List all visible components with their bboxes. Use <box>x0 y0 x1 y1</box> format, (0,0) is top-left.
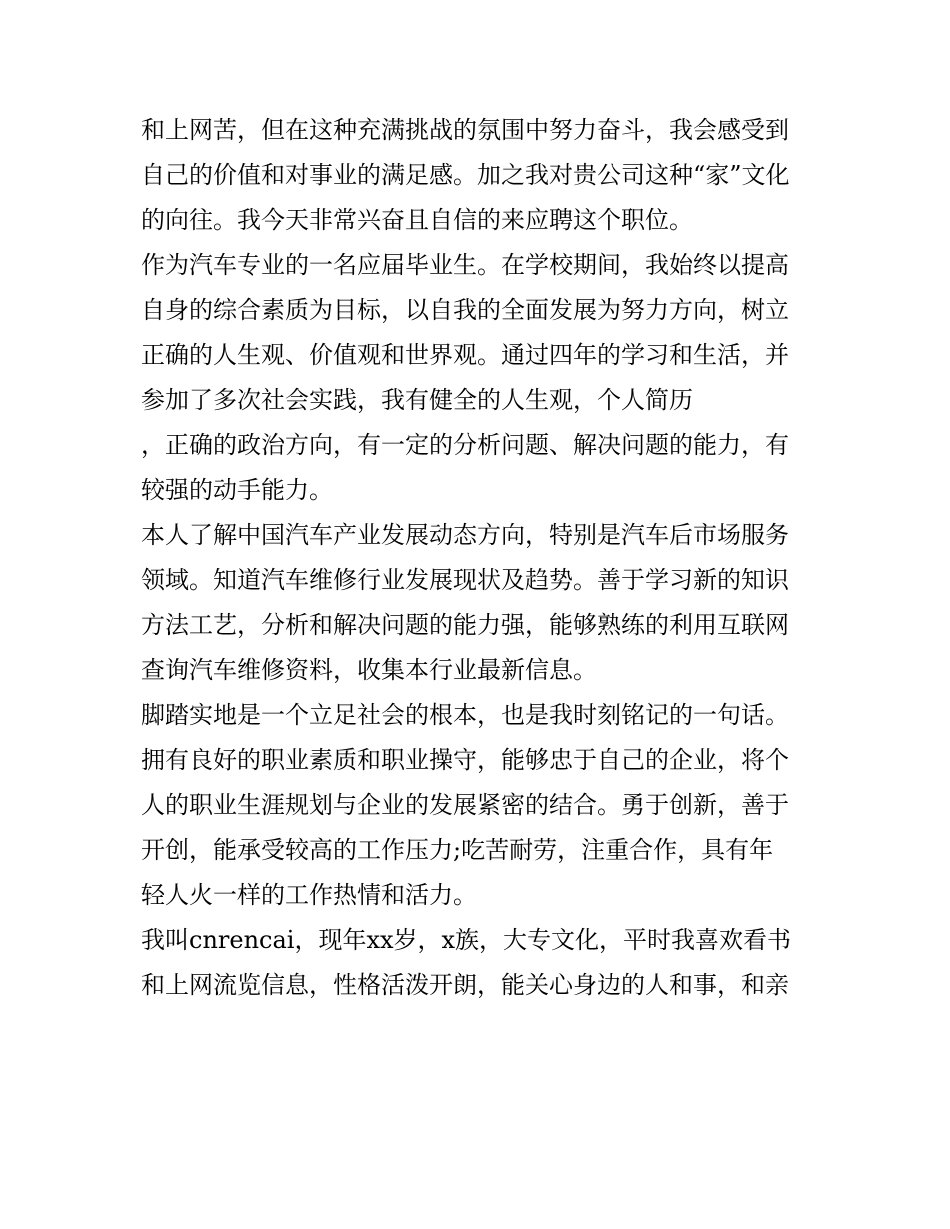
text-line: 脚踏实地是一个立足社会的根本，也是我时刻铭记的一句话。 <box>141 701 789 729</box>
text-line: 参加了多次社会实践，我有健全的人生观，个人简历 <box>141 386 693 414</box>
text-line: 的向往。我今天非常兴奋且自信的来应聘这个职位。 <box>141 206 693 234</box>
text-line: 拥有良好的职业素质和职业操守，能够忠于自己的企业，将个 <box>141 746 789 774</box>
text-line: 本人了解中国汽车产业发展动态方向，特别是汽车后市场服务 <box>141 521 789 549</box>
text-line: 和上网流览信息，性格活泼开朗，能关心身边的人和事，和亲 <box>141 971 789 999</box>
text-line: 轻人火一样的工作热情和活力。 <box>141 881 477 909</box>
text-line: 人的职业生涯规划与企业的发展紧密的结合。勇于创新，善于 <box>141 791 789 819</box>
text-line: ，正确的政治方向，有一定的分析问题、解决问题的能力，有 <box>141 431 789 459</box>
text-line: 开创，能承受较高的工作压力;吃苦耐劳，注重合作，具有年 <box>141 836 774 864</box>
text-line: 自己的价值和对事业的满足感。加之我对贵公司这种“家”文化 <box>141 161 790 189</box>
text-line: 和上网苦，但在这种充满挑战的氛围中努力奋斗，我会感受到 <box>141 116 789 144</box>
document-body <box>141 108 821 1008</box>
text-line: 领域。知道汽车维修行业发展现状及趋势。善于学习新的知识 <box>141 566 789 594</box>
text-line: 较强的动手能力。 <box>141 476 333 504</box>
text-line: 自身的综合素质为目标，以自我的全面发展为努力方向，树立 <box>141 296 789 324</box>
text-line: 作为汽车专业的一名应届毕业生。在学校期间，我始终以提高 <box>141 251 789 279</box>
text-line: 我叫cnrencai，现年xx岁，x族，大专文化，平时我喜欢看书 <box>141 926 792 954</box>
text-line: 正确的人生观、价值观和世界观。通过四年的学习和生活，并 <box>141 341 789 369</box>
text-line: 查询汽车维修资料，收集本行业最新信息。 <box>141 656 597 684</box>
text-line: 方法工艺，分析和解决问题的能力强，能够熟练的利用互联网 <box>141 611 789 639</box>
